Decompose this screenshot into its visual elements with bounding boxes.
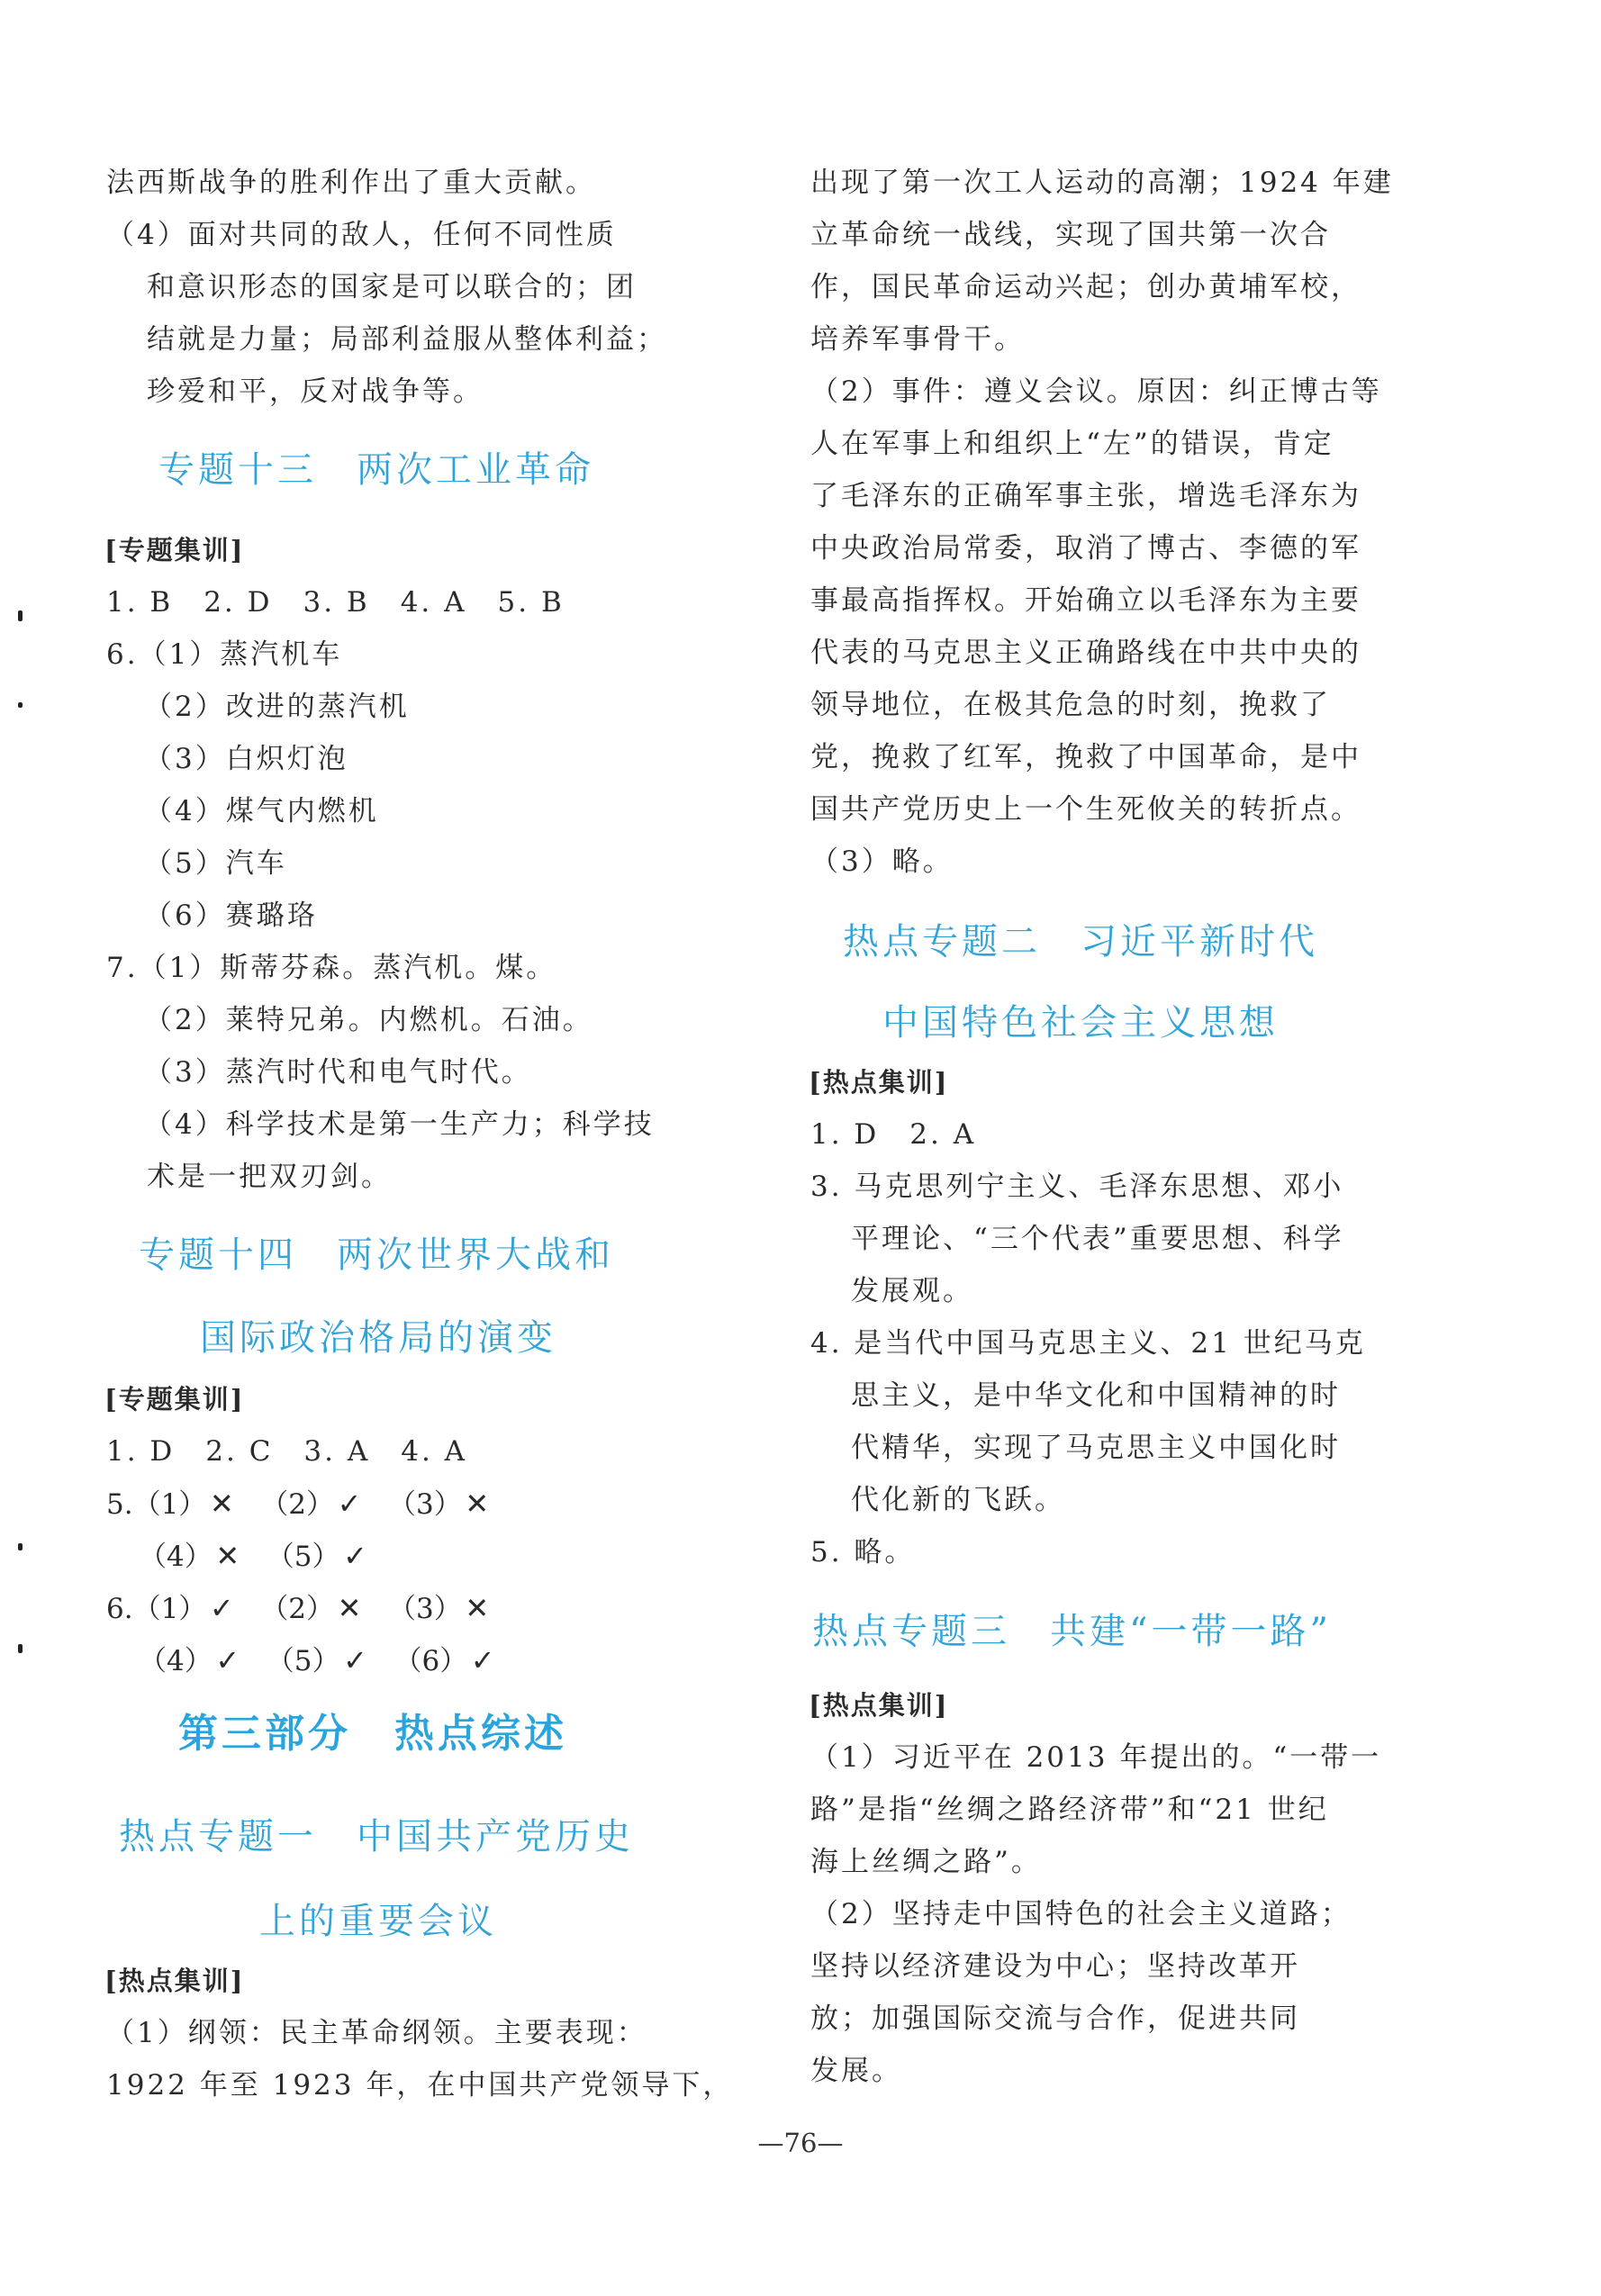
item-number: （3） [388, 1593, 462, 1625]
section-heading: 中国特色社会主义思想 [882, 1002, 1279, 1044]
answer-line: 1922 年至 1923 年，在中国共产党领导下， [106, 2069, 734, 2102]
answer-line: 1. B 2. D 3. B 4. A 5. B [106, 586, 565, 619]
answer-line: （6）赛璐珞 [144, 899, 318, 932]
item-number: （4） [139, 1541, 213, 1573]
exercise-tag: [热点集训] [809, 1690, 949, 1721]
section-heading: 专题十三 两次工业革命 [158, 449, 594, 491]
answer-line: 7.（1）斯蒂芬森。蒸汽机。煤。 [106, 952, 557, 984]
cross-mark-icon: ✕ [465, 1487, 490, 1521]
answer-line: 发展观。 [851, 1275, 973, 1307]
answer-line: 人在军事上和组织上“左”的错误，肯定 [810, 428, 1334, 460]
answer-line: 了毛泽东的正确军事主张，增选毛泽东为 [810, 480, 1361, 512]
answer-marks-row [139, 1642, 521, 1679]
answer-line: 路”是指“丝绸之路经济带”和“21 世纪 [810, 1794, 1329, 1826]
answer-line: 出现了第一次工人运动的高潮；1924 年建 [810, 167, 1394, 199]
text-line: 珍爱和平，反对战争等。 [147, 375, 484, 408]
answer-line: 思主义，是中华文化和中国精神的时 [851, 1379, 1341, 1412]
section-heading: 国际政治格局的演变 [200, 1317, 556, 1359]
answer-line: （2）坚持走中国特色的社会主义道路； [810, 1898, 1352, 1930]
exercise-tag: [专题集训] [104, 535, 245, 565]
answer-marks-row [139, 1538, 393, 1575]
scan-speck [18, 610, 23, 621]
answer-line: 放；加强国际交流与合作，促进共同 [810, 2002, 1300, 2035]
text-line: （4）面对共同的敌人，任何不同性质 [106, 219, 617, 251]
item-number: （4） [139, 1645, 213, 1677]
answer-line: 代化新的飞跃。 [851, 1484, 1065, 1516]
answer-line: 6.（1）蒸汽机车 [106, 638, 343, 671]
answer-line: （2）莱特兄弟。内燃机。石油。 [144, 1004, 593, 1036]
answer-marks-row [106, 1590, 516, 1627]
text-line: 结就是力量；局部利益服从整体利益； [147, 323, 667, 356]
answer-line: 发展。 [810, 2055, 902, 2087]
scan-speck [18, 702, 23, 708]
section-heading: 热点专题二 习近平新时代 [843, 921, 1318, 963]
cross-mark-icon: ✕ [209, 1487, 234, 1521]
page-number: —76— [757, 2128, 844, 2158]
answer-line: 国共产党历史上一个生死攸关的转折点。 [810, 793, 1361, 826]
check-mark-icon: ✓ [343, 1539, 367, 1573]
text-line: 法西斯战争的胜利作出了重大贡献。 [106, 167, 596, 199]
item-number: （2） [260, 1488, 335, 1521]
answer-line: 事最高指挥权。开始确立以毛泽东为主要 [810, 584, 1361, 617]
answer-line: 5. 略。 [810, 1536, 916, 1568]
item-number: （6） [393, 1645, 468, 1677]
scan-speck [18, 1644, 23, 1653]
section-heading: 上的重要会议 [259, 1901, 497, 1942]
answer-line: 1. D 2. C 3. A 4. A [106, 1435, 468, 1468]
question-number: 6. [106, 1593, 133, 1625]
answer-line: （3）蒸汽时代和电气时代。 [144, 1056, 532, 1089]
check-mark-icon: ✓ [470, 1643, 495, 1677]
answer-line: 坚持以经济建设为中心；坚持改革开 [810, 1950, 1300, 1983]
answer-line: 3. 马克思列宁主义、毛泽东思想、邓小 [810, 1171, 1344, 1203]
answer-line: 立革命统一战线，实现了国共第一次合 [810, 219, 1331, 251]
answer-line: 平理论、“三个代表”重要思想、科学 [851, 1223, 1344, 1255]
cross-mark-icon: ✕ [215, 1539, 240, 1573]
answer-line: （4）煤气内燃机 [144, 795, 379, 827]
answer-line: 领导地位，在极其危急的时刻，挽救了 [810, 689, 1331, 721]
exercise-tag: [专题集训] [104, 1384, 245, 1415]
answer-line: （2）事件：遵义会议。原因：纠正博古等 [810, 375, 1382, 408]
section-heading: 热点专题三 共建“一带一路” [812, 1611, 1332, 1652]
exercise-tag: [热点集训] [809, 1067, 949, 1098]
text-line: 和意识形态的国家是可以联合的；团 [147, 271, 637, 303]
part-heading: 第三部分 热点综述 [178, 1711, 567, 1757]
answer-line: 中央政治局常委，取消了博古、李德的军 [810, 532, 1361, 565]
check-mark-icon: ✓ [337, 1487, 362, 1521]
answer-line: （4）科学技术是第一生产力；科学技 [144, 1108, 655, 1141]
answer-line: （3）白炽灯泡 [144, 743, 348, 775]
item-number: （5） [266, 1645, 340, 1677]
answer-line: 海上丝绸之路”。 [810, 1846, 1042, 1878]
exercise-tag: [热点集训] [104, 1966, 245, 1996]
answer-line: （1）纲领：民主革命纲领。主要表现： [106, 2017, 647, 2049]
item-number: （3） [388, 1488, 462, 1521]
cross-mark-icon: ✕ [465, 1591, 490, 1625]
answer-line: 4. 是当代中国马克思主义、21 世纪马克 [810, 1327, 1366, 1360]
item-number: （2） [260, 1593, 335, 1625]
answer-line: 代表的马克思主义正确路线在中共中央的 [810, 637, 1361, 669]
cross-mark-icon: ✕ [337, 1591, 362, 1625]
answer-line: （2）改进的蒸汽机 [144, 691, 410, 723]
check-mark-icon: ✓ [215, 1643, 240, 1677]
check-mark-icon: ✓ [343, 1643, 367, 1677]
section-heading: 热点专题一 中国共产党历史 [119, 1816, 634, 1858]
scan-speck [18, 1543, 23, 1550]
answer-line: 1. D 2. A [810, 1118, 977, 1151]
section-heading: 专题十四 两次世界大战和 [139, 1234, 614, 1276]
answer-line: 术是一把双刃剑。 [147, 1161, 392, 1193]
check-mark-icon: ✓ [209, 1591, 234, 1625]
answer-line: 作，国民革命运动兴起；创办黄埔军校， [810, 271, 1361, 303]
answer-line: 代精华，实现了马克思主义中国化时 [851, 1432, 1341, 1464]
item-number: （1） [132, 1593, 207, 1625]
question-number: 5. [106, 1488, 133, 1521]
answer-line: 党，挽救了红军，挽救了中国革命，是中 [810, 741, 1361, 773]
answer-marks-row [106, 1486, 516, 1523]
answer-line: 培养军事骨干。 [810, 323, 1025, 356]
answer-line: （1）习近平在 2013 年提出的。“一带一 [810, 1741, 1382, 1774]
answer-line: （5）汽车 [144, 847, 287, 880]
item-number: （5） [266, 1541, 340, 1573]
answer-line: （3）略。 [810, 845, 954, 878]
item-number: （1） [132, 1488, 207, 1521]
